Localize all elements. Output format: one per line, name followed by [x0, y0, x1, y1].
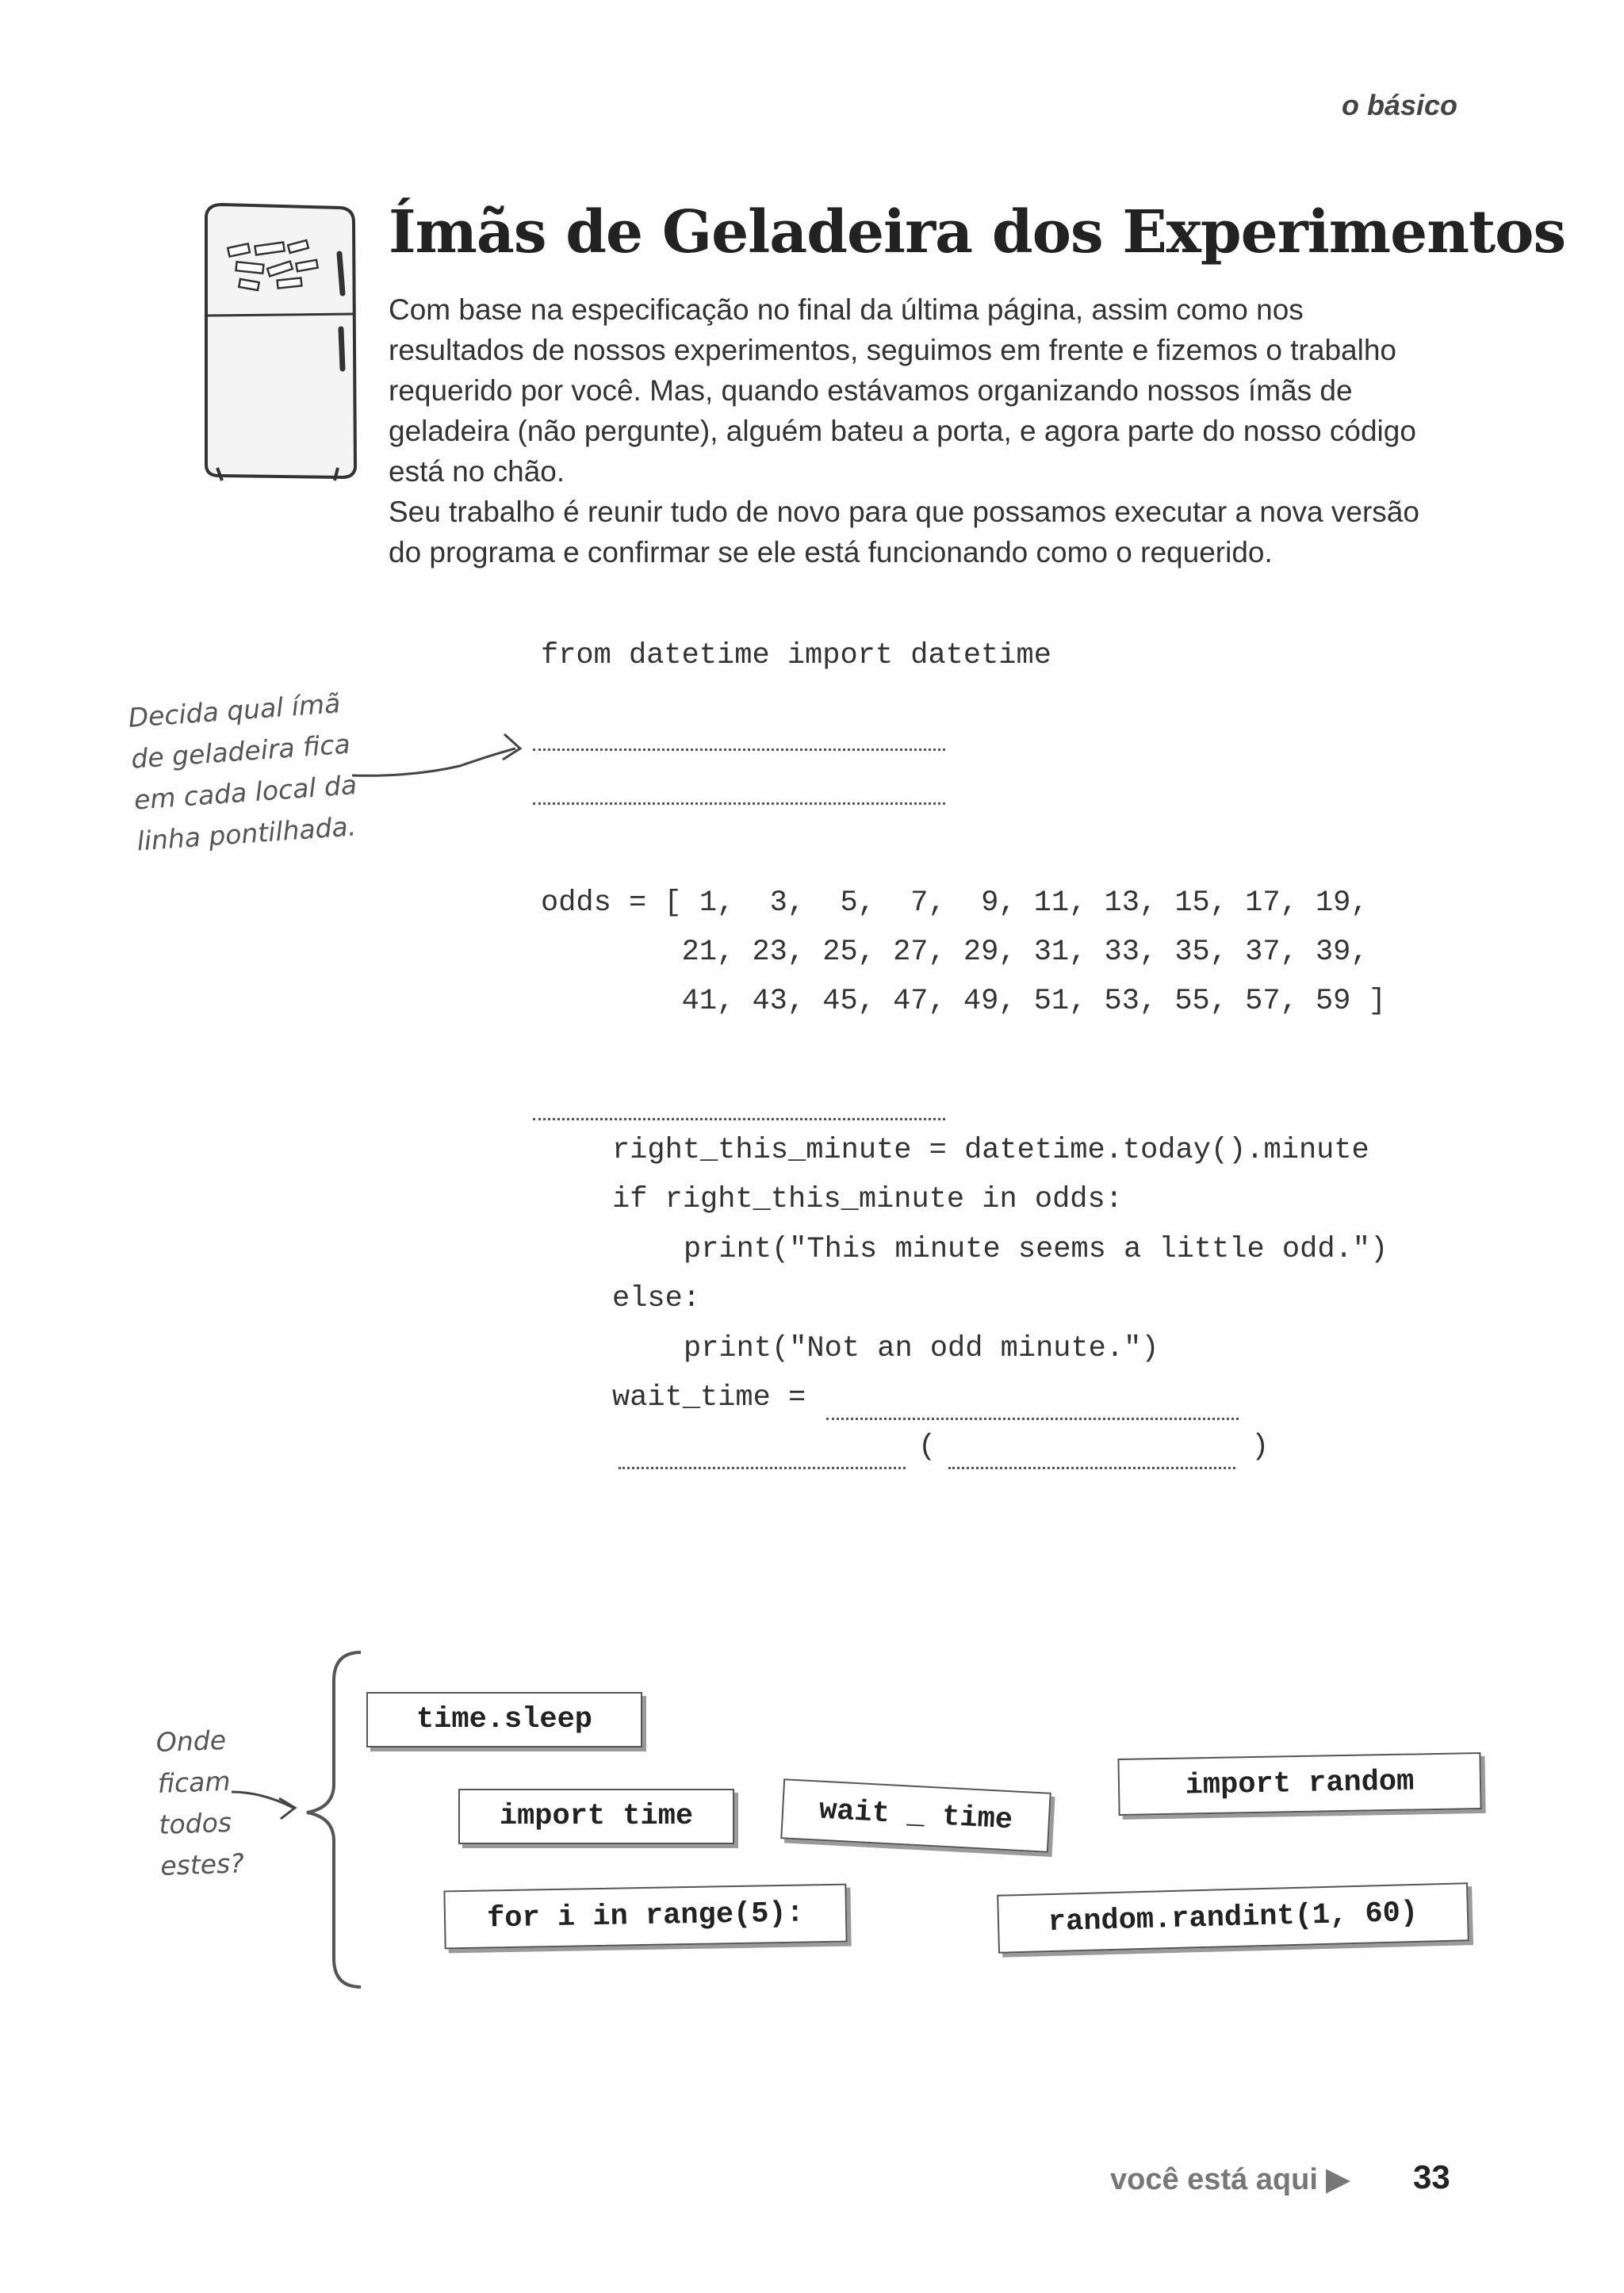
blank-line-5[interactable] [619, 1467, 906, 1469]
intro-text [389, 289, 1427, 572]
code-odds-line-3: 41, 43, 45, 47, 49, 51, 53, 55, 57, 59 ] [541, 985, 1386, 1018]
arrow-icon [349, 728, 531, 791]
code-paren-close: ) [1251, 1430, 1270, 1464]
code-paren-open: ( [918, 1430, 936, 1464]
blank-line-1[interactable] [533, 748, 945, 751]
code-wait-time: wait_time = [612, 1381, 806, 1414]
blank-line-3[interactable] [533, 1118, 945, 1120]
code-right-this-minute: right_this_minute = datetime.today().minute [612, 1134, 1369, 1167]
code-odds-line-2: 21, 23, 25, 27, 29, 31, 33, 35, 37, 39, [541, 936, 1369, 969]
magnet-import-random[interactable]: import random [1117, 1752, 1481, 1816]
brace-icon [297, 1649, 369, 1990]
magnet-wait-time[interactable]: wait _ time [780, 1778, 1051, 1853]
intro-paragraph-2: Seu trabalho é reunir tudo de novo para que possamos executar a nova versão do programa e confirmar se ele está funcionando como o requerido. [389, 496, 1419, 568]
note-decide [127, 682, 361, 862]
magnet-for-range[interactable]: for i in range(5): [443, 1884, 847, 1950]
code-if-line: if right_this_minute in odds: [612, 1183, 1123, 1216]
footer-you-are-here: você está aqui ▶ [1110, 2163, 1350, 2196]
note-decide-line-2: de geladeira fica [130, 728, 351, 775]
note-decide-line-3: em cada local da [132, 769, 358, 816]
magnet-import-time[interactable]: import time [458, 1789, 734, 1844]
blank-line-2[interactable] [533, 802, 945, 805]
code-odds-line-1: odds = [ 1, 3, 5, 7, 9, 11, 13, 15, 17, 19, [541, 886, 1369, 920]
note-where-line-1: Onde [155, 1724, 227, 1758]
section-label: o básico [1341, 89, 1457, 121]
intro-paragraph-1: Com base na especificação no final da última página, assim como nos resultados de nossos experimentos, seguimos em frente e fizemos o trabalho requerido por você. Mas, quando estávamos organizando nossos ímãs de geladeira (não pergunte), alguém bateu a porta, e agora parte do nosso código está no chão. [389, 293, 1416, 488]
note-where-line-2: ficam [157, 1765, 232, 1799]
page-number: 33 [1413, 2158, 1450, 2195]
note-where-line-3: todos [158, 1806, 232, 1840]
small-arrow-icon [230, 1784, 301, 1832]
magnet-time-sleep[interactable]: time.sleep [366, 1692, 642, 1748]
code-import-line: from datetime import datetime [541, 639, 1051, 672]
blank-line-6[interactable] [948, 1467, 1235, 1469]
code-print-odd: print("This minute seems a little odd.") [684, 1233, 1388, 1266]
note-decide-line-1: Decida qual ímã [127, 687, 342, 733]
code-else-line: else: [612, 1282, 701, 1315]
magnet-randint[interactable]: random.randint(1, 60) [997, 1882, 1469, 1954]
note-where-line-4: estes? [159, 1847, 245, 1881]
blank-line-4[interactable] [826, 1418, 1239, 1420]
fridge-icon [190, 198, 365, 484]
note-decide-line-4: linha pontilhada. [136, 810, 358, 857]
page-title: Ímãs de Geladeira dos Experimentos [389, 198, 1566, 266]
code-print-not-odd: print("Not an odd minute.") [684, 1332, 1159, 1365]
